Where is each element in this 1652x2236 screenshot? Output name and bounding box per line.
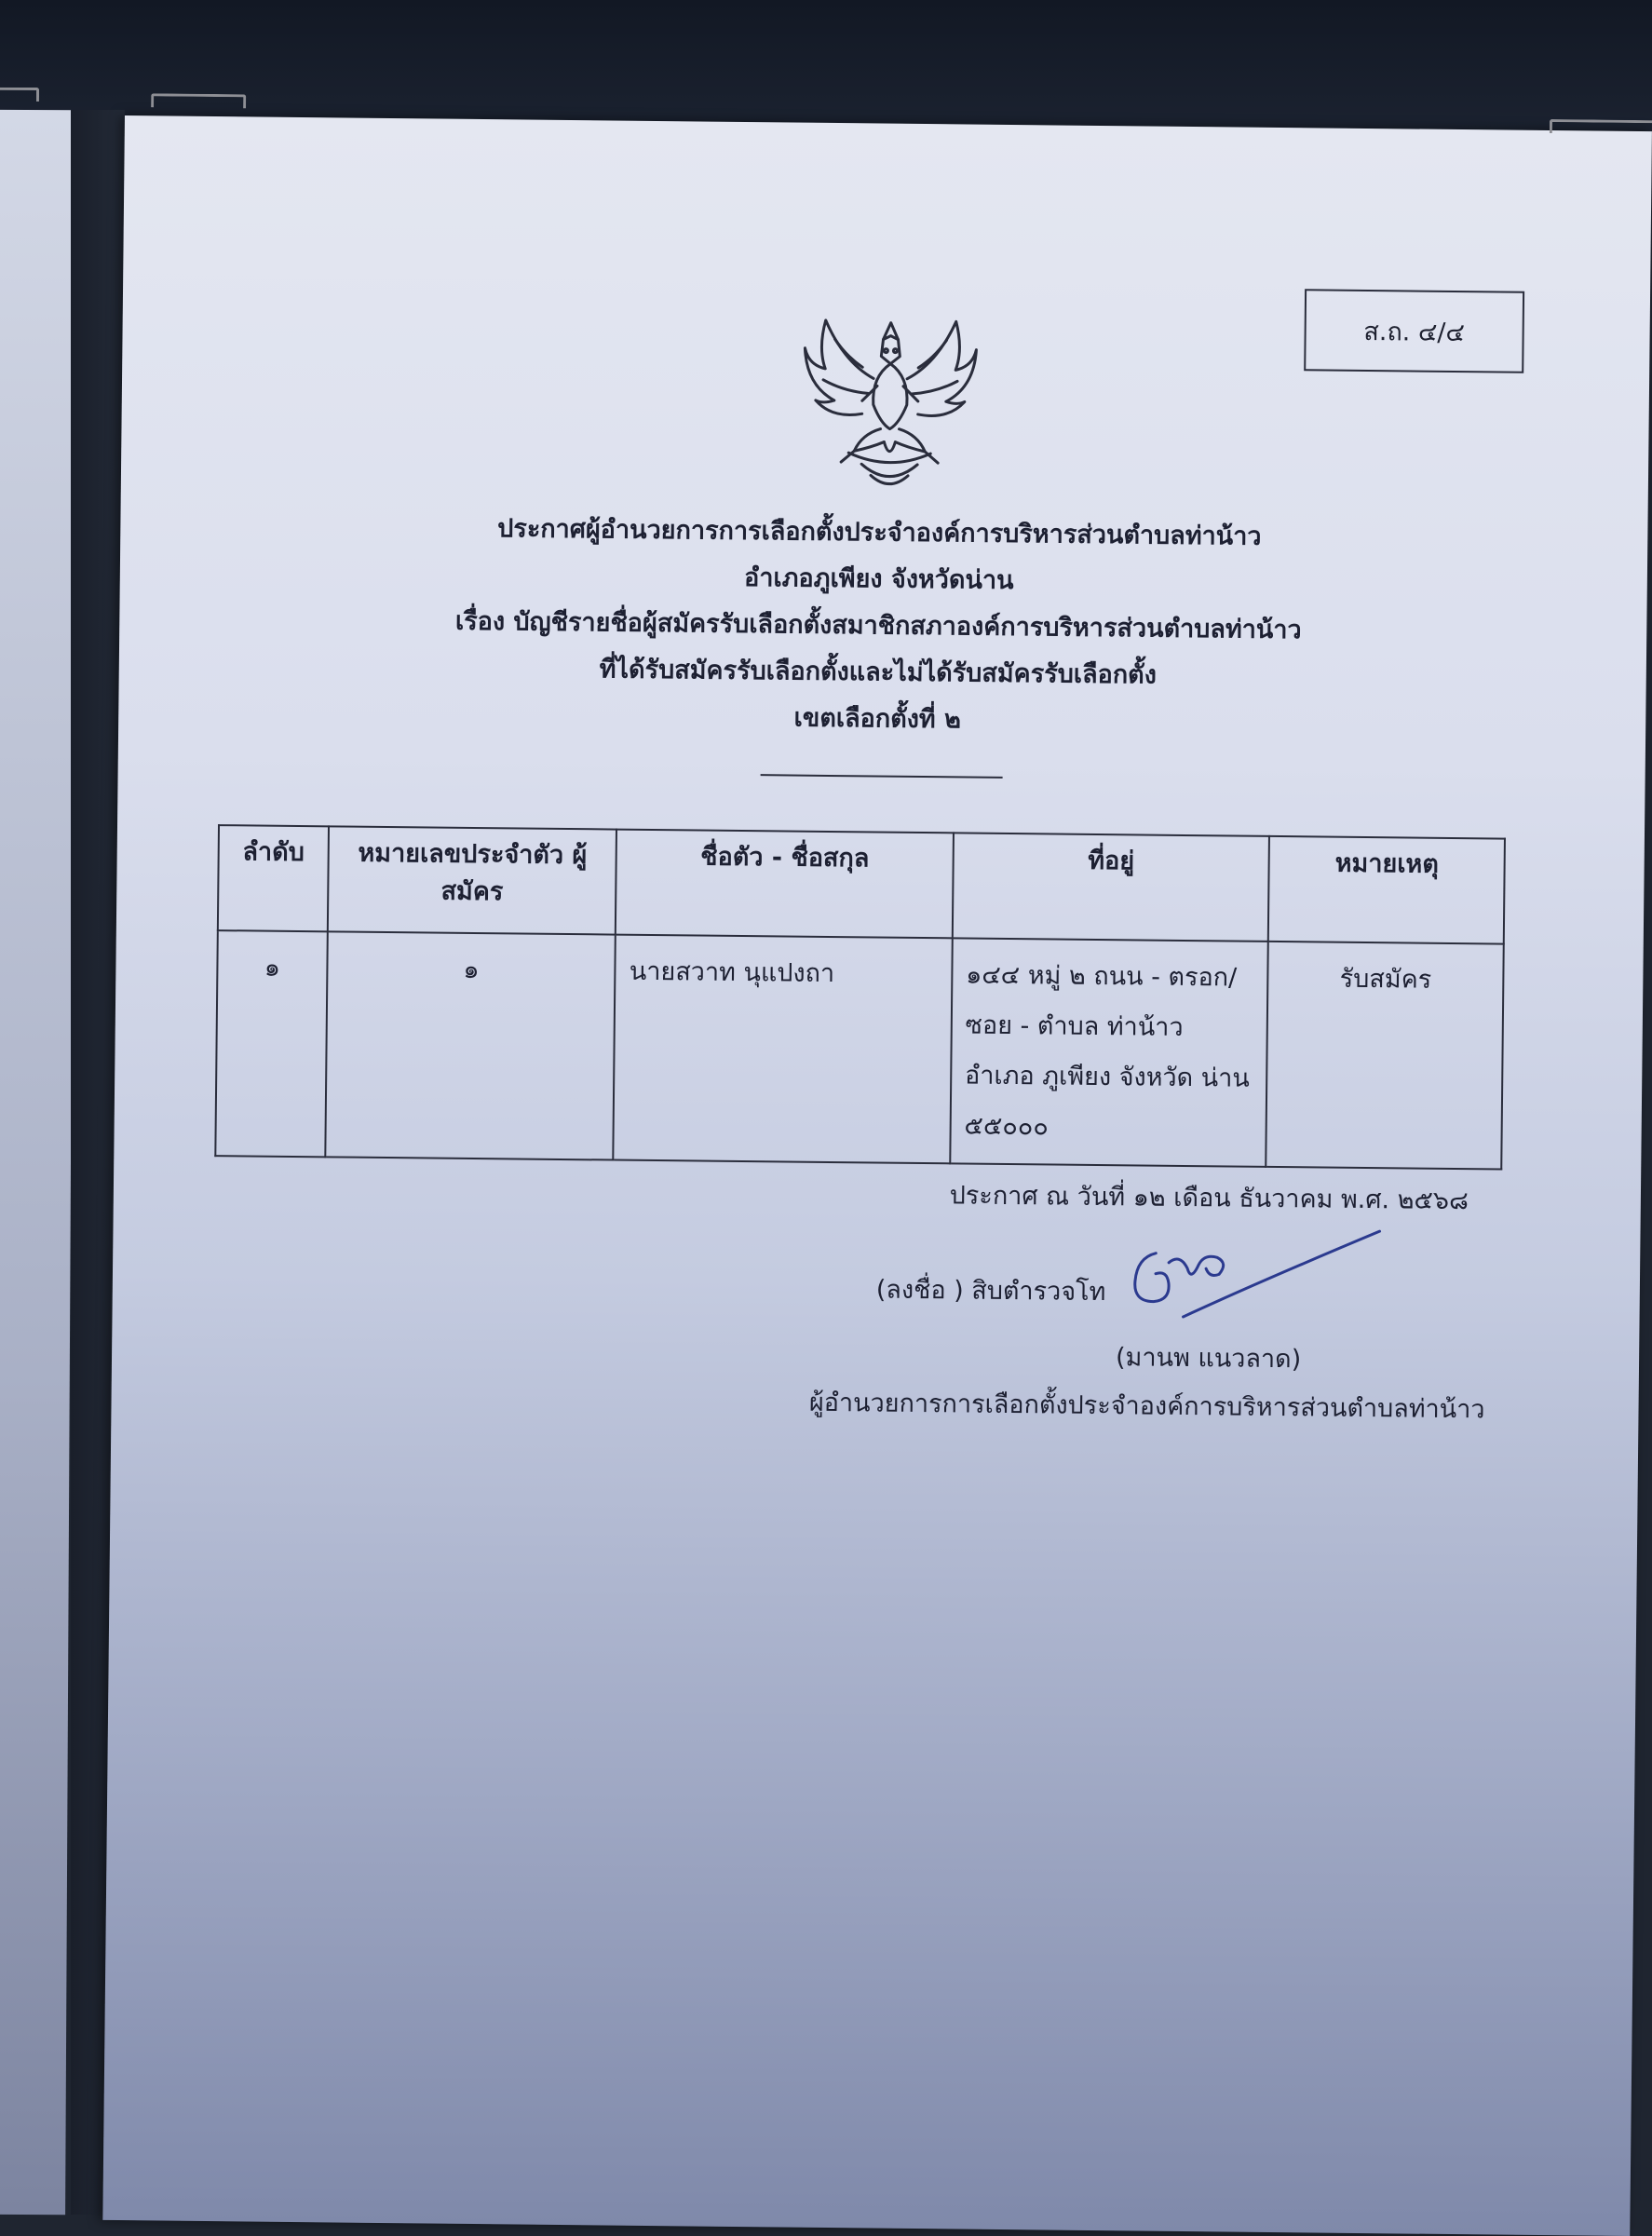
signer-name: (มานพ แนวลาด) xyxy=(1115,1343,1302,1375)
header-order: ลำดับ xyxy=(218,825,329,931)
heading-line: อำเภอภูเพียง จังหวัดน่าน xyxy=(743,562,1014,596)
header-name: ชื่อตัว - ชื่อสกุล xyxy=(616,830,954,939)
heading-line: เขตเลือกตั้งที่ ๒ xyxy=(793,703,962,735)
handwritten-signature xyxy=(1127,1215,1388,1330)
heading-line: เรื่อง บัญชีรายชื่อผู้สมัครรับเลือกตั้งสมาชิกสภาองค์การบริหารส่วนตำบลท่าน้าว xyxy=(454,606,1302,645)
header-candidate-number: หมายเลขประจำตัว ผู้สมัคร xyxy=(328,826,617,934)
header-note: หมายเหตุ xyxy=(1268,836,1505,944)
signer-title: ผู้อำนวยการการเลือกตั้งประจำองค์การบริหารส่วนตำบลท่าน้าว xyxy=(808,1388,1485,1425)
staple xyxy=(1550,119,1652,134)
cell-order: ๑ xyxy=(215,930,327,1157)
staple xyxy=(151,93,246,108)
signature-label: (ลงชื่อ ) สิบตำรวจโท xyxy=(875,1275,1106,1308)
adjacent-sheet xyxy=(0,110,76,2215)
document-code-box: ส.ถ. ๔/๔ xyxy=(1304,289,1524,373)
cell-name: นายสวาท นุแปงถา xyxy=(614,935,953,1164)
table-header-row xyxy=(218,825,1505,943)
heading-line: ที่ได้รับสมัครรับเลือกตั้งและไม่ได้รับสมัครรับเลือกตั้ง xyxy=(599,655,1158,690)
announcement-date: ประกาศ ณ วันที่ ๑๒ เดือน ธันวาคม พ.ศ. ๒๕๖๘ xyxy=(949,1181,1469,1216)
table-row xyxy=(215,930,1503,1169)
cell-candidate-number: ๑ xyxy=(325,931,616,1159)
header-address: ที่อยู่ xyxy=(953,833,1270,942)
divider xyxy=(761,774,1003,779)
notice-heading xyxy=(286,504,1471,749)
heading-line: ประกาศผู้อำนวยการการเลือกตั้งประจำองค์การบริหารส่วนตำบลท่าน้าว xyxy=(496,514,1262,551)
cell-note: รับสมัคร xyxy=(1266,942,1504,1170)
notice-sheet xyxy=(102,115,1652,2236)
garuda-emblem-icon xyxy=(796,311,984,499)
background-top xyxy=(0,0,1652,130)
candidate-table xyxy=(214,824,1506,1170)
cell-address: ๑๔๔ หมู่ ๒ ถนน - ตรอก/ซอย - ตำบล ท่าน้าว อำเภอ ภูเพียง จังหวัด น่าน ๕๕๐๐๐ xyxy=(950,938,1268,1167)
staple xyxy=(0,88,39,102)
